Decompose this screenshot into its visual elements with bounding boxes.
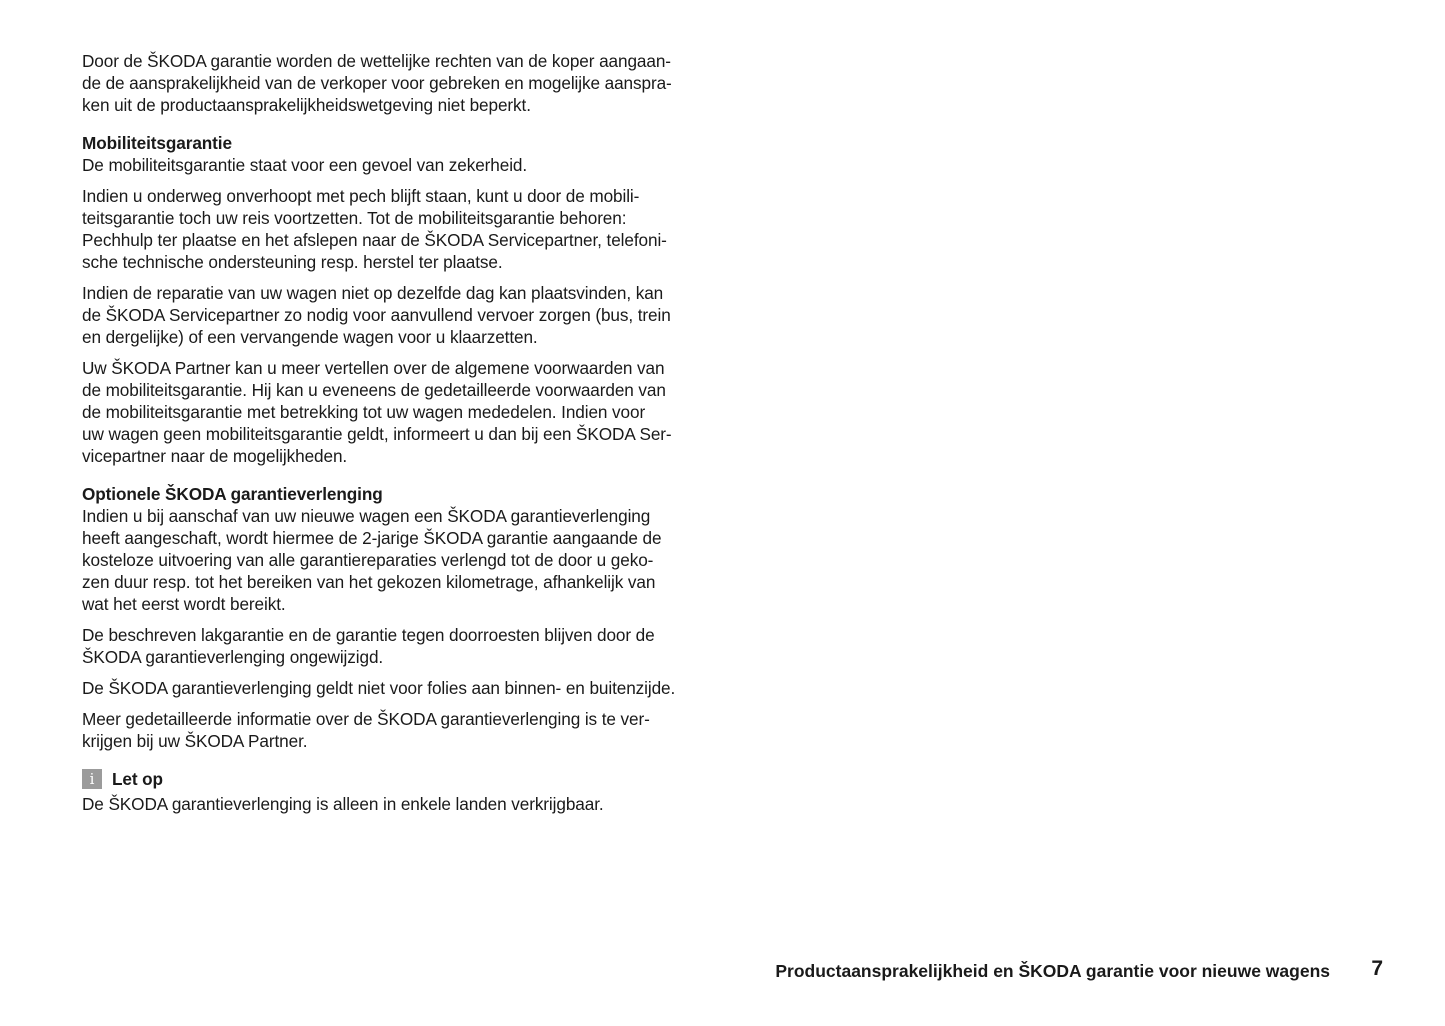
extension-paragraph-3: De ŠKODA garantieverlenging geldt niet voor folies aan binnen- en buitenzijde. — [82, 678, 676, 698]
mobility-paragraph-4: Uw ŠKODA Partner kan u meer vertellen over de algemene voorwaarden van de mobiliteitsgarantie. Hij kan u eveneens de gedetailleerde voorwaarden van de mobiliteitsgarantie met betrekking tot uw wagen mededelen. Indien voor uw wagen geen mobiliteitsgarantie geldt, informeert u dan bij een ŠKODA Ser- vicepartner naar de mogelijkheden. — [82, 358, 672, 466]
note-title: Let op — [112, 769, 163, 789]
mobility-paragraph-3: Indien de reparatie van uw wagen niet op dezelfde dag kan plaatsvinden, kan de ŠKODA Servicepartner zo nodig voor aanvullend vervoer zorgen (bus, trein en dergelijke) of een vervangende wagen voor u klaarzetten. — [82, 283, 671, 347]
mobility-paragraph-1: De mobiliteitsgarantie staat voor een gevoel van zekerheid. — [82, 155, 528, 175]
extension-paragraph-1: Indien u bij aanschaf van uw nieuwe wagen een ŠKODA garantieverlenging heeft aangeschaft, wordt hiermee de 2-jarige ŠKODA garantie aangaande de kosteloze uitvoering van alle garantiereparaties verlengd tot de door u geko- zen duur resp. tot het bereiken van het gekozen kilometrage, afhankelijk van wat het eerst wordt bereikt. — [82, 506, 662, 614]
intro-paragraph: Door de ŠKODA garantie worden de wettelijke rechten van de koper aangaan- de de aansprakelijkheid van de verkoper voor gebreken en mogelijke aanspra- ken uit de productaansprakelijkheidswetgeving niet beperkt. — [82, 51, 672, 115]
page-number: 7 — [1371, 957, 1383, 980]
extension-paragraph-4: Meer gedetailleerde informatie over de ŠKODA garantieverlenging is te ver- krijgen bij uw ŠKODA Partner. — [82, 709, 650, 751]
warranty-extension-heading: Optionele ŠKODA garantieverlenging — [82, 484, 383, 504]
footer-section-title: Productaansprakelijkheid en ŠKODA garantie voor nieuwe wagens — [775, 961, 1330, 981]
info-icon: i — [82, 769, 102, 789]
note-text: De ŠKODA garantieverlenging is alleen in enkele landen verkrijgbaar. — [82, 794, 604, 814]
page-content — [82, 50, 722, 815]
note-header — [82, 768, 722, 790]
mobility-paragraph-2: Indien u onderweg onverhoopt met pech blijft staan, kunt u door de mobili- teitsgarantie toch uw reis voortzetten. Tot de mobiliteitsgarantie behoren: Pechhulp ter plaatse en het afslepen naar de ŠKODA Servicepartner, telefoni- sche technische ondersteuning resp. herstel ter plaatse. — [82, 186, 667, 272]
extension-paragraph-2: De beschreven lakgarantie en de garantie tegen doorroesten blijven door de ŠKODA garantieverlenging ongewijzigd. — [82, 625, 655, 667]
mobility-guarantee-heading: Mobiliteitsgarantie — [82, 133, 232, 153]
